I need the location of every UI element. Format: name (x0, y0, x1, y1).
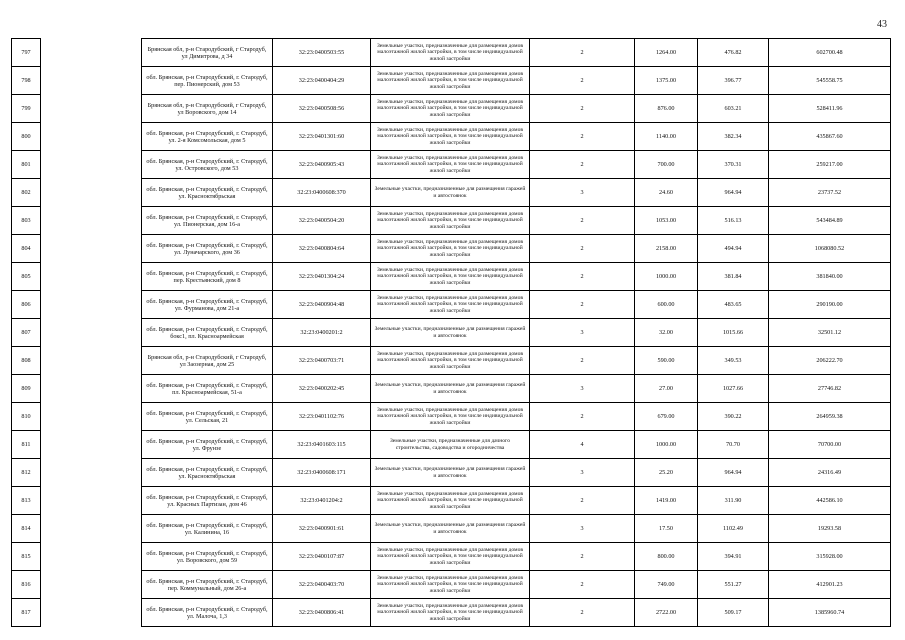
cadastral-number-cell: 32:23:0400202:45 (273, 375, 371, 403)
group-code-cell: 3 (530, 179, 635, 207)
group-code-cell: 2 (530, 67, 635, 95)
area-cell: 1053.00 (635, 207, 698, 235)
cadastral-number-cell: 32:23:0400504:20 (273, 207, 371, 235)
table-row (12, 235, 891, 263)
specific-value-cell: 349.53 (698, 347, 769, 375)
table-row (12, 179, 891, 207)
table-row (12, 263, 891, 291)
area-cell: 590.00 (635, 347, 698, 375)
row-number-cell: 802 (12, 179, 41, 207)
specific-value-cell: 390.22 (698, 403, 769, 431)
cadastral-value-cell: 70700.00 (769, 431, 891, 459)
table-row (12, 67, 891, 95)
cadastral-value-cell: 435867.60 (769, 123, 891, 151)
area-cell: 1264.00 (635, 39, 698, 67)
group-code-cell: 2 (530, 95, 635, 123)
row-number-cell: 806 (12, 291, 41, 319)
spacer-cell (41, 67, 142, 95)
cadastral-value-cell: 315928.00 (769, 543, 891, 571)
cadastral-number-cell: 32:23:0401102:76 (273, 403, 371, 431)
address-cell: Брянская обл, р-н Стародубский, г Стародуб, ул Заозерная, дом 25 (142, 347, 273, 375)
address-cell: Брянская обл, р-н Стародубский, г Стародуб, ул Воровского, дом 14 (142, 95, 273, 123)
area-cell: 876.00 (635, 95, 698, 123)
group-code-cell: 2 (530, 291, 635, 319)
spacer-cell (41, 179, 142, 207)
table-row (12, 375, 891, 403)
row-number-cell: 799 (12, 95, 41, 123)
specific-value-cell: 964.94 (698, 459, 769, 487)
land-purpose-cell: Земельные участки, предназначенные для дачного строительства, садоводства и огородничества (371, 431, 530, 459)
group-code-cell: 3 (530, 459, 635, 487)
specific-value-cell: 516.13 (698, 207, 769, 235)
cadastral-number-cell: 32:23:0400608:370 (273, 179, 371, 207)
specific-value-cell: 1102.49 (698, 515, 769, 543)
address-cell: обл. Брянская, р-н Стародубский, г. Стародуб, пл. Красноармейская, 51-а (142, 375, 273, 403)
spacer-cell (41, 515, 142, 543)
area-cell: 1140.00 (635, 123, 698, 151)
cadastral-value-cell: 290190.00 (769, 291, 891, 319)
address-cell: обл. Брянская, р-н Стародубский, г. Стародуб, пер. Пионерский, дом 53 (142, 67, 273, 95)
specific-value-cell: 370.31 (698, 151, 769, 179)
specific-value-cell: 551.27 (698, 571, 769, 599)
spacer-cell (41, 543, 142, 571)
cadastral-value-cell: 412901.23 (769, 571, 891, 599)
spacer-cell (41, 403, 142, 431)
address-cell: Брянская обл, р-н Стародубский, г Стародуб, ул Димитрова, д 34 (142, 39, 273, 67)
specific-value-cell: 494.94 (698, 235, 769, 263)
spacer-cell (41, 151, 142, 179)
group-code-cell: 2 (530, 207, 635, 235)
land-purpose-cell: Земельные участки, предназначенные для размещения домов малоэтажной жилой застройки, в том числе индивидуальной жилой застройки (371, 599, 530, 627)
cadastral-value-cell: 442586.10 (769, 487, 891, 515)
specific-value-cell: 476.82 (698, 39, 769, 67)
address-cell: обл. Брянская, р-н Стародубский, г. Стародуб, ул. Красноктябрьская (142, 459, 273, 487)
row-number-cell: 804 (12, 235, 41, 263)
land-purpose-cell: Земельные участки, предназначенные для размещения гаражей и автостоянок (371, 515, 530, 543)
spacer-cell (41, 487, 142, 515)
area-cell: 800.00 (635, 543, 698, 571)
cadastral-value-cell: 528411.96 (769, 95, 891, 123)
specific-value-cell: 509.17 (698, 599, 769, 627)
cadastral-number-cell: 32:23:0400904:48 (273, 291, 371, 319)
cadastral-value-cell: 206222.70 (769, 347, 891, 375)
cadastral-number-cell: 32:23:0400608:171 (273, 459, 371, 487)
group-code-cell: 4 (530, 431, 635, 459)
area-cell: 700.00 (635, 151, 698, 179)
land-purpose-cell: Земельные участки, предназначенные для размещения домов малоэтажной жилой застройки, в том числе индивидуальной жилой застройки (371, 543, 530, 571)
specific-value-cell: 603.21 (698, 95, 769, 123)
address-cell: обл. Брянская, р-н Стародубский, г. Стародуб, ул. Фрунзе (142, 431, 273, 459)
spacer-cell (41, 375, 142, 403)
spacer-cell (41, 39, 142, 67)
group-code-cell: 3 (530, 515, 635, 543)
land-purpose-cell: Земельные участки, предназначенные для размещения домов малоэтажной жилой застройки, в том числе индивидуальной жилой застройки (371, 235, 530, 263)
land-purpose-cell: Земельные участки, предназначенные для размещения гаражей и автостоянок (371, 179, 530, 207)
land-purpose-cell: Земельные участки, предназначенные для размещения домов малоэтажной жилой застройки, в том числе индивидуальной жилой застройки (371, 571, 530, 599)
address-cell: обл. Брянская, р-н Стародубский, г. Стародуб, ул. Сельская, 21 (142, 403, 273, 431)
spacer-cell (41, 291, 142, 319)
spacer-cell (41, 347, 142, 375)
spacer-cell (41, 571, 142, 599)
land-registry-table (11, 38, 891, 627)
cadastral-value-cell: 1068080.52 (769, 235, 891, 263)
cadastral-value-cell: 602700.48 (769, 39, 891, 67)
table-row (12, 459, 891, 487)
row-number-cell: 801 (12, 151, 41, 179)
specific-value-cell: 396.77 (698, 67, 769, 95)
cadastral-number-cell: 32:23:0400806:41 (273, 599, 371, 627)
spacer-cell (41, 459, 142, 487)
address-cell: обл. Брянская, р-н Стародубский, г. Стародуб, ул. Калинина, 16 (142, 515, 273, 543)
cadastral-number-cell: 32:23:0400804:64 (273, 235, 371, 263)
cadastral-value-cell: 259217.00 (769, 151, 891, 179)
address-cell: обл. Брянская, р-н Стародубский, г. Стародуб, ул. Красных Партизан, дом 46 (142, 487, 273, 515)
land-purpose-cell: Земельные участки, предназначенные для размещения домов малоэтажной жилой застройки, в том числе индивидуальной жилой застройки (371, 347, 530, 375)
spacer-cell (41, 319, 142, 347)
group-code-cell: 3 (530, 319, 635, 347)
cadastral-value-cell: 264959.38 (769, 403, 891, 431)
land-purpose-cell: Земельные участки, предназначенные для размещения домов малоэтажной жилой застройки, в том числе индивидуальной жилой застройки (371, 151, 530, 179)
cadastral-value-cell: 23737.52 (769, 179, 891, 207)
address-cell: обл. Брянская, р-н Стародубский, г. Стародуб, пер. Коммунальный, дом 26-а (142, 571, 273, 599)
land-purpose-cell: Земельные участки, предназначенные для размещения гаражей и автостоянок (371, 319, 530, 347)
specific-value-cell: 1027.66 (698, 375, 769, 403)
cadastral-number-cell: 32:23:0401304:24 (273, 263, 371, 291)
row-number-cell: 812 (12, 459, 41, 487)
land-purpose-cell: Земельные участки, предназначенные для размещения домов малоэтажной жилой застройки, в том числе индивидуальной жилой застройки (371, 67, 530, 95)
table-row (12, 291, 891, 319)
cadastral-number-cell: 32:23:0400905:43 (273, 151, 371, 179)
area-cell: 2722.00 (635, 599, 698, 627)
table-row (12, 123, 891, 151)
area-cell: 749.00 (635, 571, 698, 599)
cadastral-number-cell: 32:23:0400107:87 (273, 543, 371, 571)
cadastral-number-cell: 32:23:0401204:2 (273, 487, 371, 515)
area-cell: 2158.00 (635, 235, 698, 263)
area-cell: 679.00 (635, 403, 698, 431)
table-row (12, 487, 891, 515)
land-purpose-cell: Земельные участки, предназначенные для размещения гаражей и автостоянок (371, 375, 530, 403)
group-code-cell: 2 (530, 543, 635, 571)
cadastral-number-cell: 32:23:0401603:115 (273, 431, 371, 459)
row-number-cell: 817 (12, 599, 41, 627)
cadastral-number-cell: 32:23:0400703:71 (273, 347, 371, 375)
cadastral-number-cell: 32:23:0400404:29 (273, 67, 371, 95)
row-number-cell: 798 (12, 67, 41, 95)
table-row (12, 151, 891, 179)
address-cell: обл. Брянская, р-н Стародубский, г. Стародуб, ул. Воровского, дом 59 (142, 543, 273, 571)
cadastral-number-cell: 32:23:0400403:70 (273, 571, 371, 599)
table-row (12, 543, 891, 571)
group-code-cell: 2 (530, 263, 635, 291)
table-row (12, 431, 891, 459)
specific-value-cell: 382.34 (698, 123, 769, 151)
cadastral-number-cell: 32:23:0400503:55 (273, 39, 371, 67)
land-purpose-cell: Земельные участки, предназначенные для размещения домов малоэтажной жилой застройки, в том числе индивидуальной жилой застройки (371, 487, 530, 515)
land-purpose-cell: Земельные участки, предназначенные для размещения домов малоэтажной жилой застройки, в том числе индивидуальной жилой застройки (371, 263, 530, 291)
table-row (12, 347, 891, 375)
area-cell: 27.00 (635, 375, 698, 403)
group-code-cell: 2 (530, 123, 635, 151)
address-cell: обл. Брянская, р-н Стародубский, г. Стародуб, пер. Крестьянский, дом 8 (142, 263, 273, 291)
cadastral-value-cell: 545558.75 (769, 67, 891, 95)
group-code-cell: 2 (530, 571, 635, 599)
group-code-cell: 2 (530, 403, 635, 431)
land-purpose-cell: Земельные участки, предназначенные для размещения домов малоэтажной жилой застройки, в том числе индивидуальной жилой застройки (371, 403, 530, 431)
area-cell: 600.00 (635, 291, 698, 319)
cadastral-value-cell: 32501.12 (769, 319, 891, 347)
cadastral-value-cell: 19293.58 (769, 515, 891, 543)
cadastral-value-cell: 24316.49 (769, 459, 891, 487)
page-number: 43 (877, 19, 887, 30)
table-row (12, 39, 891, 67)
land-purpose-cell: Земельные участки, предназначенные для размещения домов малоэтажной жилой застройки, в том числе индивидуальной жилой застройки (371, 123, 530, 151)
land-purpose-cell: Земельные участки, предназначенные для размещения домов малоэтажной жилой застройки, в том числе индивидуальной жилой застройки (371, 291, 530, 319)
area-cell: 32.00 (635, 319, 698, 347)
specific-value-cell: 483.65 (698, 291, 769, 319)
row-number-cell: 810 (12, 403, 41, 431)
land-purpose-cell: Земельные участки, предназначенные для размещения гаражей и автостоянок (371, 459, 530, 487)
land-purpose-cell: Земельные участки, предназначенные для размещения домов малоэтажной жилой застройки, в том числе индивидуальной жилой застройки (371, 39, 530, 67)
group-code-cell: 2 (530, 487, 635, 515)
cadastral-number-cell: 32:23:0400201:2 (273, 319, 371, 347)
address-cell: обл. Брянская, р-н Стародубский, г. Стародуб, ул. Пионерская, дом 16-а (142, 207, 273, 235)
row-number-cell: 797 (12, 39, 41, 67)
row-number-cell: 808 (12, 347, 41, 375)
row-number-cell: 816 (12, 571, 41, 599)
row-number-cell: 800 (12, 123, 41, 151)
row-number-cell: 807 (12, 319, 41, 347)
land-purpose-cell: Земельные участки, предназначенные для размещения домов малоэтажной жилой застройки, в том числе индивидуальной жилой застройки (371, 207, 530, 235)
group-code-cell: 2 (530, 235, 635, 263)
table-row (12, 319, 891, 347)
row-number-cell: 809 (12, 375, 41, 403)
spacer-cell (41, 235, 142, 263)
group-code-cell: 2 (530, 347, 635, 375)
row-number-cell: 811 (12, 431, 41, 459)
row-number-cell: 805 (12, 263, 41, 291)
specific-value-cell: 311.90 (698, 487, 769, 515)
area-cell: 17.50 (635, 515, 698, 543)
table-row (12, 599, 891, 627)
spacer-cell (41, 95, 142, 123)
address-cell: обл. Брянская, р-н Стародубский, г. Стародуб, ул. Фурманова, дом 21-а (142, 291, 273, 319)
area-cell: 24.60 (635, 179, 698, 207)
area-cell: 1419.00 (635, 487, 698, 515)
cadastral-value-cell: 381840.00 (769, 263, 891, 291)
cadastral-value-cell: 543484.89 (769, 207, 891, 235)
row-number-cell: 815 (12, 543, 41, 571)
cadastral-number-cell: 32:23:0400508:56 (273, 95, 371, 123)
address-cell: обл. Брянская, р-н Стародубский, г. Стародуб, ул. Красноктябрьская (142, 179, 273, 207)
specific-value-cell: 1015.66 (698, 319, 769, 347)
group-code-cell: 2 (530, 39, 635, 67)
cadastral-value-cell: 27746.82 (769, 375, 891, 403)
table-body (12, 39, 891, 627)
cadastral-value-cell: 1385960.74 (769, 599, 891, 627)
table-row (12, 515, 891, 543)
row-number-cell: 814 (12, 515, 41, 543)
table-row (12, 95, 891, 123)
specific-value-cell: 964.94 (698, 179, 769, 207)
cadastral-number-cell: 32:23:0401301:60 (273, 123, 371, 151)
address-cell: обл. Брянская, р-н Стародубский, г. Стародуб, ул. Островского, дом 53 (142, 151, 273, 179)
table-row (12, 571, 891, 599)
spacer-cell (41, 207, 142, 235)
row-number-cell: 813 (12, 487, 41, 515)
specific-value-cell: 394.91 (698, 543, 769, 571)
spacer-cell (41, 123, 142, 151)
address-cell: обл. Брянская, р-н Стародубский, г. Стародуб, ул. Луначарского, дом 36 (142, 235, 273, 263)
table-row (12, 207, 891, 235)
spacer-cell (41, 599, 142, 627)
group-code-cell: 2 (530, 599, 635, 627)
spacer-cell (41, 263, 142, 291)
area-cell: 1000.00 (635, 263, 698, 291)
specific-value-cell: 70.70 (698, 431, 769, 459)
land-purpose-cell: Земельные участки, предназначенные для размещения домов малоэтажной жилой застройки, в том числе индивидуальной жилой застройки (371, 95, 530, 123)
address-cell: обл. Брянская, р-н Стародубский, г. Стародуб, ул. 2-я Комсомольская, дом 5 (142, 123, 273, 151)
row-number-cell: 803 (12, 207, 41, 235)
spacer-cell (41, 431, 142, 459)
area-cell: 1375.00 (635, 67, 698, 95)
group-code-cell: 3 (530, 375, 635, 403)
area-cell: 25.20 (635, 459, 698, 487)
address-cell: обл. Брянская, р-н Стародубский, г. Стародуб, ул. Малоча, 1,3 (142, 599, 273, 627)
area-cell: 1000.00 (635, 431, 698, 459)
table-row (12, 403, 891, 431)
cadastral-number-cell: 32:23:0400901:61 (273, 515, 371, 543)
specific-value-cell: 381.84 (698, 263, 769, 291)
address-cell: обл. Брянская, р-н Стародубский, г. Стародуб, бокс1, пл. Красноармейская (142, 319, 273, 347)
group-code-cell: 2 (530, 151, 635, 179)
